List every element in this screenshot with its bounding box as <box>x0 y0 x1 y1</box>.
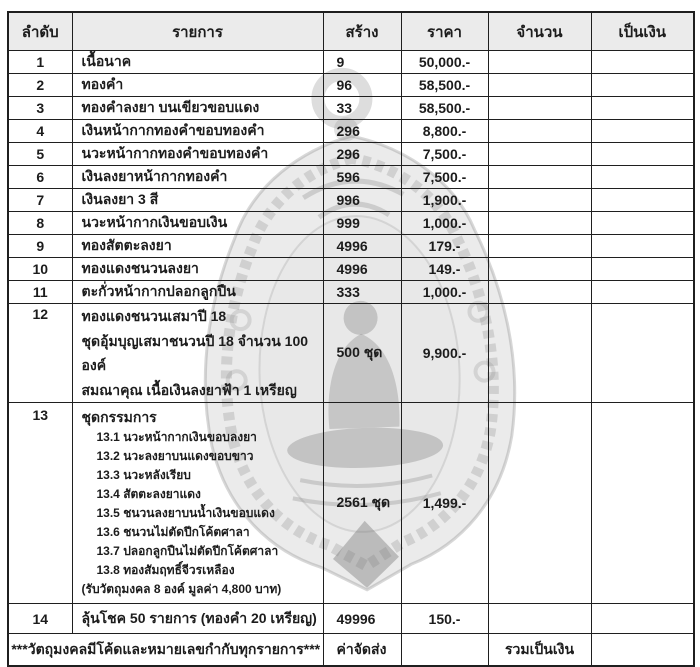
index-cell: 2 <box>8 74 72 97</box>
price-cell: 50,000.- <box>401 51 488 74</box>
col-header-qty: จำนวน <box>488 12 591 51</box>
amount-cell <box>591 74 694 97</box>
made-cell: 296 <box>323 120 401 143</box>
amount-cell <box>591 403 694 604</box>
amount-cell <box>591 281 694 304</box>
price-cell: 1,000.- <box>401 281 488 304</box>
item-cell <box>72 403 323 604</box>
qty-cell <box>488 120 591 143</box>
table-row <box>8 403 694 604</box>
col-header-made: สร้าง <box>323 12 401 51</box>
header-row <box>8 12 694 51</box>
item-cell: ทองคำ <box>72 74 323 97</box>
made-cell: 9 <box>323 51 401 74</box>
item-cell: เงินลงยาหน้ากากทองคำ <box>72 166 323 189</box>
qty-cell <box>488 74 591 97</box>
shipping-amount-cell <box>401 634 488 667</box>
qty-cell <box>488 51 591 74</box>
index-cell: 13 <box>8 403 72 604</box>
price-cell: 1,900.- <box>401 189 488 212</box>
index-cell: 6 <box>8 166 72 189</box>
sub-item: 13.7 ปลอกลูกปืนไม่ตัดปีกโค้ตศาลา <box>96 544 279 558</box>
qty-cell <box>488 235 591 258</box>
item-line: สมณาคุณ เนื้อเงินลงยาฟ้า 1 เหรียญ <box>81 381 297 398</box>
qty-cell <box>488 166 591 189</box>
item-cell <box>72 304 323 403</box>
table-row <box>8 604 694 634</box>
sub-item: 13.5 ชนวนลงยาบนน้ำเงินขอบแดง <box>96 506 275 520</box>
price-cell: 7,500.- <box>401 143 488 166</box>
table-row <box>8 258 694 281</box>
item-cell: ทองแดงชนวนลงยา <box>72 258 323 281</box>
price-cell: 9,900.- <box>401 304 488 403</box>
amount-cell <box>591 304 694 403</box>
index-cell: 10 <box>8 258 72 281</box>
table-row <box>8 235 694 258</box>
made-cell: 49996 <box>323 604 401 634</box>
amount-cell <box>591 97 694 120</box>
made-cell: 4996 <box>323 258 401 281</box>
qty-cell <box>488 604 591 634</box>
price-cell: 1,000.- <box>401 212 488 235</box>
made-cell: 996 <box>323 189 401 212</box>
grand-total-label-cell: รวมเป็นเงิน <box>488 634 591 667</box>
price-cell: 58,500.- <box>401 97 488 120</box>
index-cell: 12 <box>8 304 72 403</box>
item-cell: นวะหน้ากากเงินขอบเงิน <box>72 212 323 235</box>
item-line: ทองแดงชนวนเสมาปี 18 <box>81 308 227 324</box>
item-cell: ลุ้นโชค 50 รายการ (ทองคำ 20 เหรียญ) <box>72 604 323 634</box>
table-row <box>8 304 694 403</box>
item-line: ชุดอุ้มบุญเสมาชนวนปี 18 จำนวน 100 องค์ <box>81 332 309 373</box>
item-cell: ตะกั่วหน้ากากปลอกลูกปืน <box>72 281 323 304</box>
index-cell: 4 <box>8 120 72 143</box>
index-cell: 7 <box>8 189 72 212</box>
qty-cell <box>488 143 591 166</box>
code-note: ***วัตถุมงคลมีโค้ดและหมายเลขกำกับทุกรายการ*** <box>8 634 323 667</box>
amount-cell <box>591 604 694 634</box>
qty-cell <box>488 304 591 403</box>
table-row <box>8 166 694 189</box>
item-cell: เงินหน้ากากทองคำขอบทองคำ <box>72 120 323 143</box>
qty-cell <box>488 258 591 281</box>
sub-item: 13.3 นวะหลังเรียบ <box>96 468 191 482</box>
table-row <box>8 189 694 212</box>
index-cell: 1 <box>8 51 72 74</box>
qty-cell <box>488 212 591 235</box>
made-cell: 4996 <box>323 235 401 258</box>
amount-cell <box>591 189 694 212</box>
amount-cell <box>591 235 694 258</box>
price-cell: 58,500.- <box>401 74 488 97</box>
amount-cell <box>591 258 694 281</box>
item-note: (รับวัตถุมงคล 8 องค์ มูลค่า 4,800 บาท) <box>81 582 282 596</box>
made-cell: 2561 ชุด <box>323 403 401 604</box>
amount-cell <box>591 51 694 74</box>
col-header-index: ลำดับ <box>8 12 72 51</box>
table-row <box>8 212 694 235</box>
shipping-label-cell: ค่าจัดส่ง <box>323 634 401 667</box>
made-cell: 596 <box>323 166 401 189</box>
grand-total-amount-cell <box>591 634 694 667</box>
item-group-title: ชุดกรรมการ <box>81 409 157 425</box>
table-row <box>8 51 694 74</box>
index-cell: 5 <box>8 143 72 166</box>
amount-cell <box>591 166 694 189</box>
amount-cell <box>591 212 694 235</box>
item-cell: เงินลงยา 3 สี <box>72 189 323 212</box>
item-cell: นวะหน้ากากทองคำขอบทองคำ <box>72 143 323 166</box>
made-cell: 96 <box>323 74 401 97</box>
sub-item: 13.1 นวะหน้ากากเงินขอบลงยา <box>96 430 257 444</box>
price-cell: 1,499.- <box>401 403 488 604</box>
qty-cell <box>488 189 591 212</box>
price-cell: 8,800.- <box>401 120 488 143</box>
item-cell: เนื้อนาค <box>72 51 323 74</box>
col-header-amount: เป็นเงิน <box>591 12 694 51</box>
made-cell: 296 <box>323 143 401 166</box>
index-cell: 11 <box>8 281 72 304</box>
table-row <box>8 281 694 304</box>
item-cell: ทองคำลงยา บนเขียวขอบแดง <box>72 97 323 120</box>
qty-cell <box>488 403 591 604</box>
amount-cell <box>591 120 694 143</box>
col-header-price: ราคา <box>401 12 488 51</box>
amount-cell <box>591 143 694 166</box>
table-row <box>8 143 694 166</box>
footer-row <box>8 634 694 667</box>
made-cell: 999 <box>323 212 401 235</box>
item-cell: ทองสัตตะลงยา <box>72 235 323 258</box>
index-cell: 8 <box>8 212 72 235</box>
made-cell: 333 <box>323 281 401 304</box>
price-table <box>7 11 695 667</box>
sub-item: 13.8 ทองสัมฤทธิ์จีวรเหลือง <box>96 563 235 577</box>
index-cell: 9 <box>8 235 72 258</box>
price-cell: 150.- <box>401 604 488 634</box>
qty-cell <box>488 97 591 120</box>
table-row <box>8 120 694 143</box>
table-row <box>8 97 694 120</box>
price-cell: 7,500.- <box>401 166 488 189</box>
sub-item: 13.4 สัตตะลงยาแดง <box>96 487 201 501</box>
index-cell: 3 <box>8 97 72 120</box>
col-header-item: รายการ <box>72 12 323 51</box>
made-cell: 500 ชุด <box>323 304 401 403</box>
qty-cell <box>488 281 591 304</box>
sub-item: 13.2 นวะลงยาบนแดงขอบขาว <box>96 449 254 463</box>
table-row <box>8 74 694 97</box>
price-cell: 149.- <box>401 258 488 281</box>
made-cell: 33 <box>323 97 401 120</box>
sub-item: 13.6 ชนวนไม่ตัดปีกโค้ตศาลา <box>96 525 250 539</box>
index-cell: 14 <box>8 604 72 634</box>
price-cell: 179.- <box>401 235 488 258</box>
